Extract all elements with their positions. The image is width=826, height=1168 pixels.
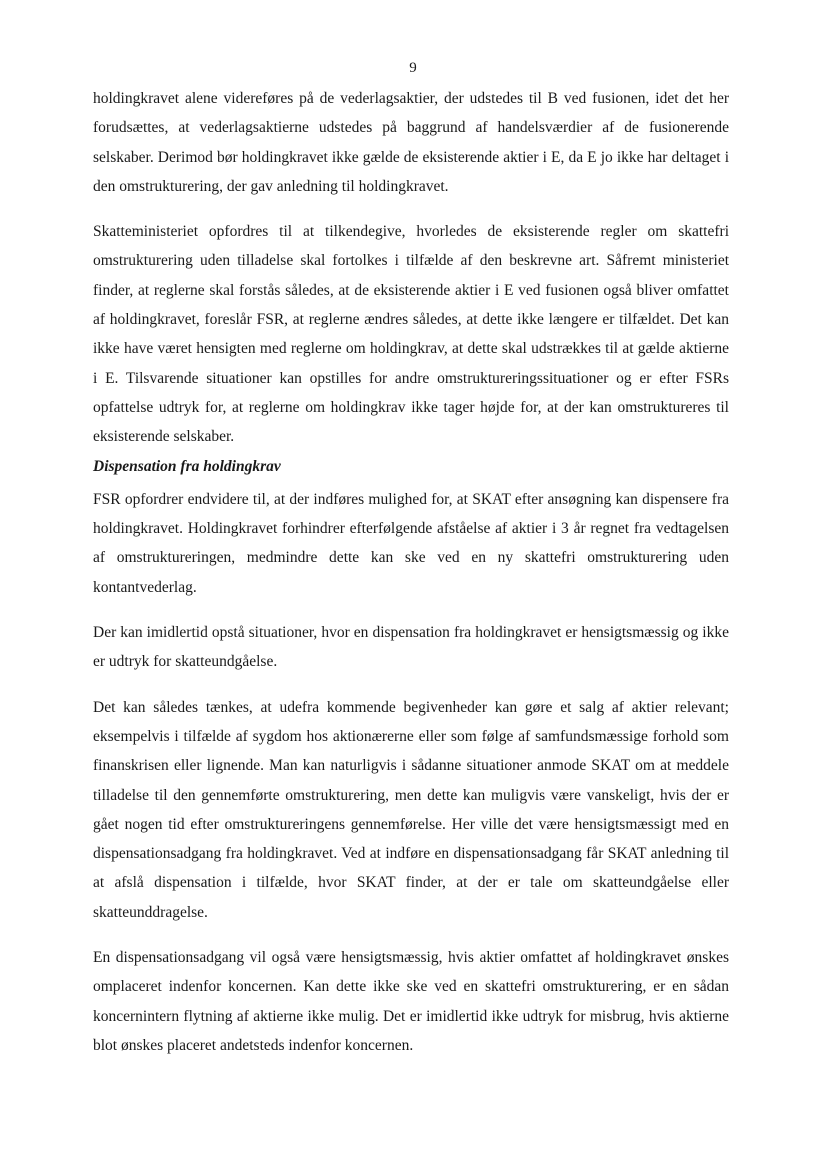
- paragraph-group-relocation: En dispensationsadgang vil også være hensigtsmæssig, hvis aktier omfattet af holdingkravet ønskes omplaceret indenfor koncernen. Kan dette ikke ske ved en skattefri omstrukturering, er en sådan koncernintern flytning af aktierne ikke mulig. Det er imidlertid ikke udtryk for misbrug, hvis aktierne blot ønskes placeret andetsteds indenfor koncernen.: [93, 949, 729, 1054]
- paragraph-holding-continuation: holdingkravet alene videreføres på de vederlagsaktier, der udstedes til B ved fusionen, idet det her forudsættes, at vederlagsaktierne udstedes på baggrund af handelsværdier af de fusionerende selskaber. Derimod bør holdingkravet ikke gælde de eksisterende aktier i E, da E jo ikke har deltaget i den omstrukturering, der gav anledning til holdingkravet.: [93, 90, 729, 195]
- paragraph-situations: Der kan imidlertid opstå situationer, hvor en dispensation fra holdingkravet er hensigtsmæssig og ikke er udtryk for skatteundgåelse.: [93, 624, 729, 671]
- document-body: [93, 84, 729, 1060]
- paragraph-dispensation-proposal: FSR opfordrer endvidere til, at der indføres mulighed for, at SKAT efter ansøgning kan dispensere fra holdingkravet. Holdingkravet forhindrer efterfølgende afståelse af aktier i 3 år regnet fra vedtagelsen af omstruktureringen, medmindre dette kan ske ved en ny skattefri omstrukturering uden kontantvederlag.: [93, 490, 729, 596]
- paragraph-external-events: Det kan således tænkes, at udefra kommende begivenheder kan gøre et salg af aktier relevant; eksempelvis i tilfælde af sygdom hos aktionærerne eller som følge af samfundsmæssige forhold som finanskrisen eller lignende. Man kan naturligvis i sådanne situationer anmode SKAT om at meddele tilladelse til den gennemførte omstrukturering, men dette kan muligvis være vanskeligt, hvis der er gået nogen tid efter omstruktureringens gennemførelse. Her ville det være hensigtsmæssigt med en dispensationsadgang fra holdingkravet. Ved at indføre en dispensationsadgang får SKAT anledning til at afslå dispensation i tilfælde, hvor SKAT finder, at der er tale om skatteundgåelse eller skatteunddragelse.: [93, 698, 729, 921]
- page-number: 9: [409, 60, 417, 76]
- section-dispensation: [93, 452, 729, 1061]
- section-heading: Dispensation fra holdingkrav: [93, 457, 281, 475]
- paragraph-ministry-request: Skatteministeriet opfordres til at tilkendegive, hvorledes de eksisterende regler om skattefri omstrukturering uden tilladelse skal fortolkes i tilfælde af den beskrevne art. Såfremt ministeriet finder, at reglerne skal forstås således, at de eksisterende aktier i E ved fusionen også bliver omfattet af holdingkravet, foreslår FSR, at reglerne ændres således, at dette ikke længere er tilfældet. Det kan ikke have været hensigten med reglerne om holdingkrav, at dette skal udstrækkes til at gælde aktierne i E. Tilsvarende situationer kan opstilles for andre omstruktureringssituationer og er efter FSRs opfattelse udtryk for, at reglerne om holdingkrav ikke tager højde for, at der kan omstruktureres til eksisterende selskaber.: [93, 223, 729, 446]
